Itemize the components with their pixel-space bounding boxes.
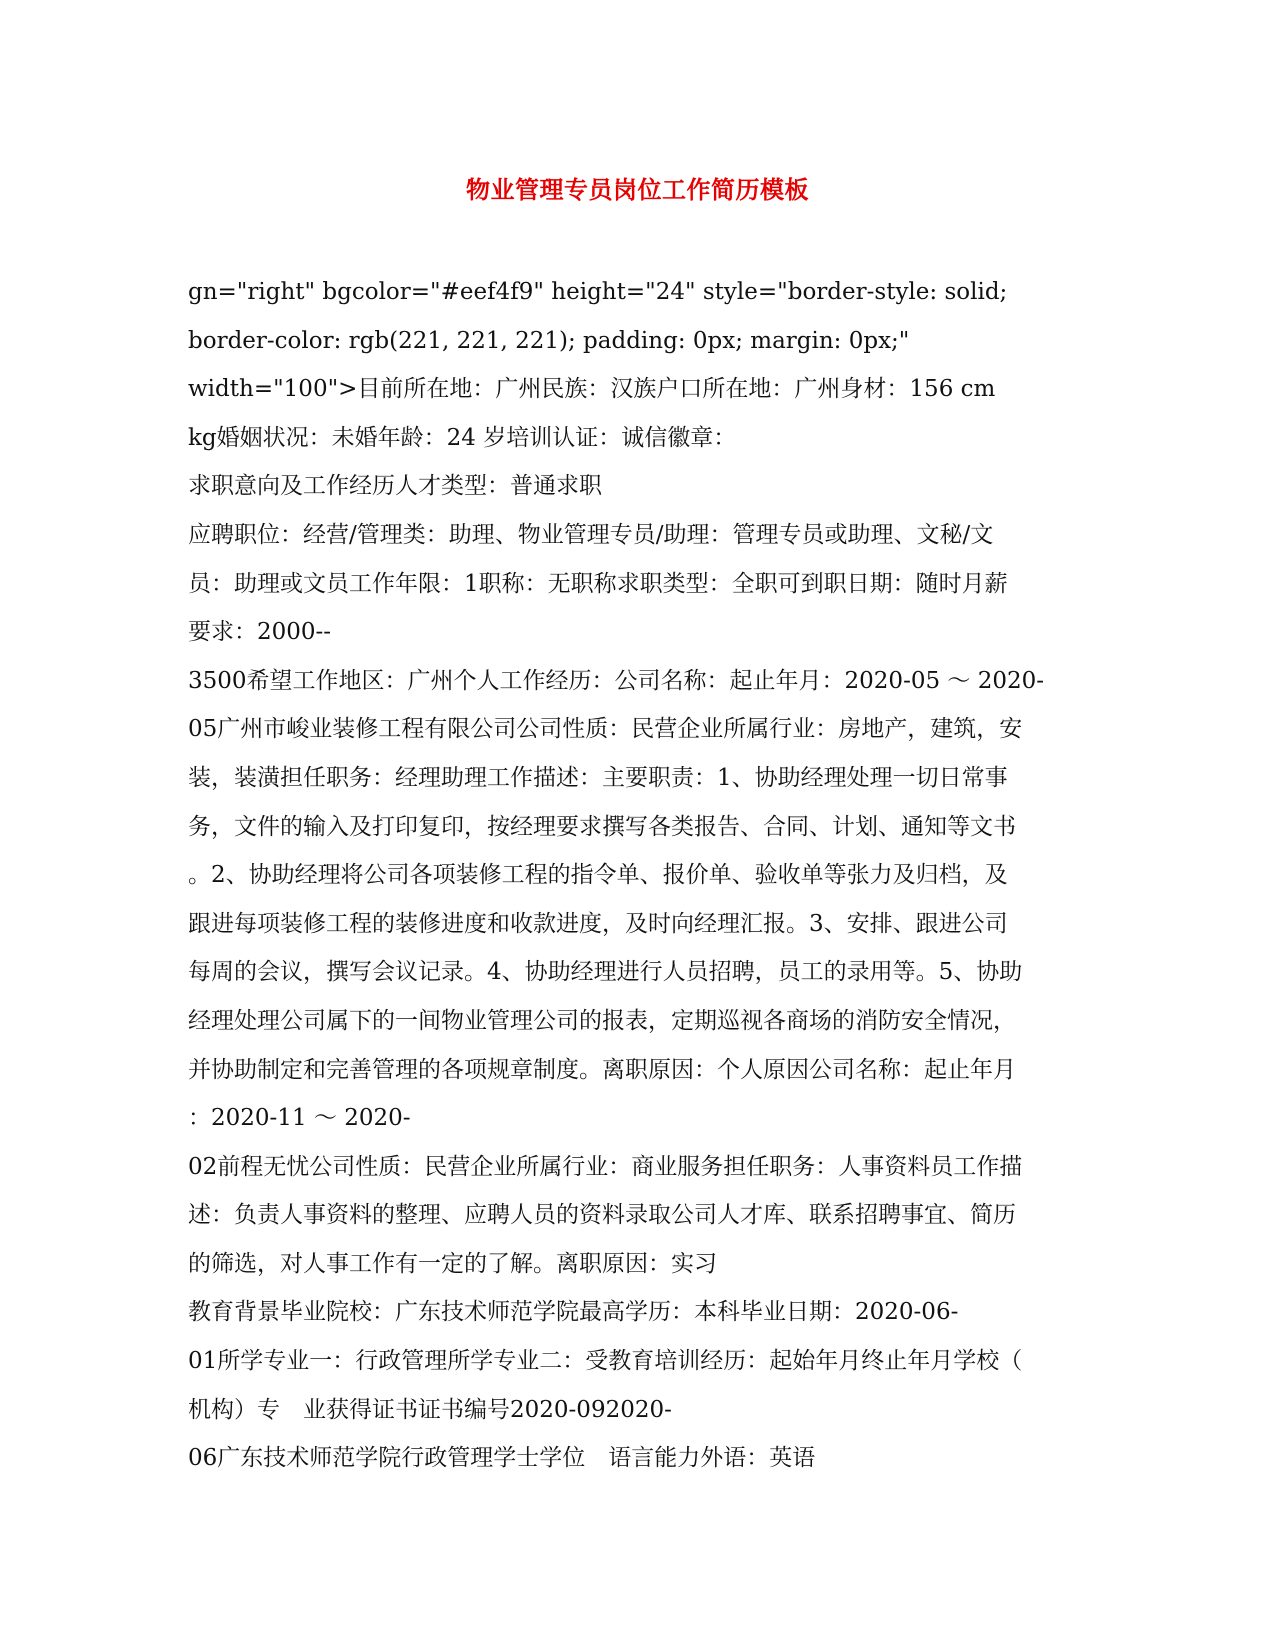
body-line: 跟进每项装修工程的装修进度和收款进度，及时向经理汇报。3、安排、跟进公司 (188, 910, 1008, 937)
body-line: gn="right" bgcolor="#eef4f9" height="24" style="border-style: solid; (188, 279, 1008, 305)
body-line: 机构）专 业获得证书证书编号2020-092020- (188, 1396, 672, 1423)
body-line: 述：负责人事资料的整理、应聘人员的资料录取公司人才库、联系招聘事宜、简历 (188, 1202, 1016, 1229)
body-line: 每周的会议，撰写会议记录。4、协助经理进行人员招聘，员工的录用等。5、协助 (188, 959, 1023, 986)
body-line: 并协助制定和完善管理的各项规章制度。离职原因：个人原因公司名称：起止年月 (188, 1056, 1016, 1083)
body-line: 要求：2000-- (188, 619, 332, 646)
document-title: 物业管理专员岗位工作简历模板 (466, 175, 809, 204)
document-body (188, 268, 1088, 1483)
body-line: 务，文件的输入及打印复印，按经理要求撰写各类报告、合同、计划、通知等文书 (188, 813, 1016, 840)
body-line: 。2、协助经理将公司各项装修工程的指令单、报价单、验收单等张力及归档，及 (188, 862, 1008, 889)
body-line: 员：助理或文员工作年限：1职称：无职称求职类型：全职可到职日期：随时月薪 (188, 570, 1008, 597)
body-line: 装，装潢担任职务：经理助理工作描述：主要职责：1、协助经理处理一切日常事 (188, 764, 1008, 791)
body-line: 3500希望工作地区：广州个人工作经历：公司名称：起止年月：2020-05 ～ 2020- (188, 667, 1045, 694)
body-line: width="100">目前所在地：广州民族：汉族户口所在地：广州身材：156 cm (188, 376, 996, 403)
body-line: kg婚姻状况：未婚年龄：24 岁培训认证：诚信徽章： (188, 424, 737, 451)
body-line: 教育背景毕业院校：广东技术师范学院最高学历：本科毕业日期：2020-06- (188, 1299, 959, 1326)
body-line: border-color: rgb(221, 221, 221); padding: 0px; margin: 0px;" (188, 327, 910, 354)
body-line: 求职意向及工作经历人才类型：普通求职 (188, 473, 602, 500)
body-line: 01所学专业一：行政管理所学专业二：受教育培训经历：起始年月终止年月学校（ (188, 1348, 1023, 1375)
body-line: 应聘职位：经营/管理类：助理、物业管理专员/助理：管理专员或助理、文秘/文 (188, 521, 994, 548)
body-line: 05广州市峻业装修工程有限公司公司性质：民营企业所属行业：房地产，建筑，安 (188, 716, 1023, 743)
body-line: 的筛选，对人事工作有一定的了解。离职原因：实习 (188, 1250, 717, 1277)
body-line: 经理处理公司属下的一间物业管理公司的报表，定期巡视各商场的消防安全情况， (188, 1007, 1016, 1034)
body-line: ：2020-11 ～ 2020- (188, 1105, 411, 1132)
body-line: 06广东技术师范学院行政管理学士学位 语言能力外语：英语 (188, 1445, 816, 1472)
body-line: 02前程无忧公司性质：民营企业所属行业：商业服务担任职务：人事资料员工作描 (188, 1153, 1023, 1180)
